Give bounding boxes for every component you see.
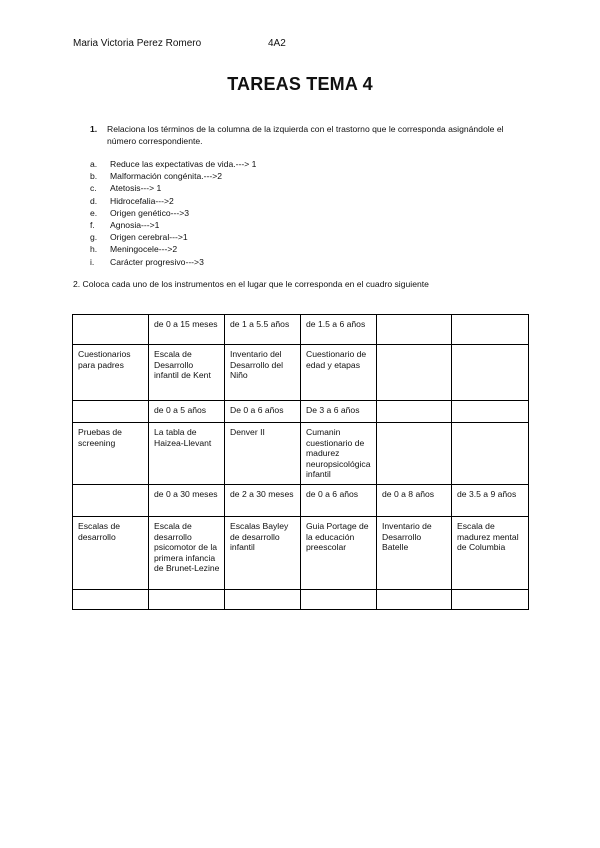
page-title: TAREAS TEMA 4 bbox=[227, 74, 373, 94]
list-item-text: Atetosis---> 1 bbox=[110, 183, 162, 194]
list-item-letter: e. bbox=[90, 207, 98, 218]
list-item-letter: f. bbox=[90, 220, 95, 231]
document-header bbox=[73, 38, 286, 49]
table-cell: de 0 a 30 meses bbox=[149, 485, 225, 517]
list-item bbox=[90, 182, 256, 194]
list-item-text: Malformación congénita.--->2 bbox=[110, 171, 223, 182]
table-cell bbox=[377, 315, 452, 345]
list-item-text: Carácter progresivo--->3 bbox=[110, 256, 204, 267]
list-item bbox=[90, 243, 256, 255]
table-cell bbox=[149, 590, 225, 610]
table-cell: Cuestionarios para padres bbox=[73, 345, 149, 401]
list-item-text: Hidrocefalia--->2 bbox=[110, 195, 174, 206]
table-row bbox=[73, 315, 529, 345]
list-item-text: Origen cerebral--->1 bbox=[110, 232, 188, 243]
table-cell bbox=[452, 590, 529, 610]
list-item bbox=[90, 207, 256, 219]
list-item bbox=[90, 170, 256, 182]
list-item-text: Meningocele--->2 bbox=[110, 244, 178, 255]
table-cell: de 3.5 a 9 años bbox=[452, 485, 529, 517]
table-cell: Cuestionario de edad y etapas bbox=[301, 345, 377, 401]
question-2-text: 2. Coloca cada uno de los instrumentos en el lugar que le corresponda en el cuadro siguiente bbox=[73, 279, 429, 289]
table-cell bbox=[73, 401, 149, 423]
table-cell: Guia Portage de la educación preescolar bbox=[301, 517, 377, 590]
table-cell: Inventario de Desarrollo Batelle bbox=[377, 517, 452, 590]
list-item bbox=[90, 219, 256, 231]
table-row bbox=[73, 401, 529, 423]
table-cell: De 0 a 6 años bbox=[225, 401, 301, 423]
table-cell: Pruebas de screening bbox=[73, 423, 149, 485]
table-cell: Escalas Bayley de desarrollo infantil bbox=[225, 517, 301, 590]
table-cell: Denver II bbox=[225, 423, 301, 485]
table-cell bbox=[377, 345, 452, 401]
table-cell bbox=[225, 590, 301, 610]
table-cell bbox=[452, 401, 529, 423]
table-cell: de 1.5 a 6 años bbox=[301, 315, 377, 345]
table-cell bbox=[377, 590, 452, 610]
table-cell bbox=[73, 485, 149, 517]
table-cell bbox=[301, 590, 377, 610]
table-row bbox=[73, 485, 529, 517]
list-item-letter: h. bbox=[90, 244, 98, 255]
table-cell: de 1 a 5.5 años bbox=[225, 315, 301, 345]
table-row bbox=[73, 345, 529, 401]
table-cell bbox=[452, 315, 529, 345]
list-item bbox=[90, 158, 256, 170]
list-item-letter: g. bbox=[90, 232, 98, 243]
table-cell bbox=[452, 423, 529, 485]
table-cell: de 0 a 8 años bbox=[377, 485, 452, 517]
table-cell: Escala de Desarrollo infantil de Kent bbox=[149, 345, 225, 401]
table-cell: de 2 a 30 meses bbox=[225, 485, 301, 517]
table-cell: De 3 a 6 años bbox=[301, 401, 377, 423]
list-item-letter: a. bbox=[90, 159, 98, 169]
list-item bbox=[90, 231, 256, 243]
table-cell: de 0 a 6 años bbox=[301, 485, 377, 517]
table-cell bbox=[377, 401, 452, 423]
question-1 bbox=[90, 123, 510, 147]
list-item-letter: b. bbox=[90, 171, 98, 182]
table-cell bbox=[73, 315, 149, 345]
table-cell: Cumanin cuestionario de madurez neuropsicológica infantil bbox=[301, 423, 377, 485]
list-item-text: Origen genético--->3 bbox=[110, 207, 190, 218]
table-row bbox=[73, 517, 529, 590]
table-cell bbox=[377, 423, 452, 485]
answer-list bbox=[90, 158, 256, 268]
table-row bbox=[73, 590, 529, 610]
list-item bbox=[90, 256, 256, 268]
table-cell: Escala de madurez mental de Columbia bbox=[452, 517, 529, 590]
table-cell bbox=[73, 590, 149, 610]
table-cell: Escalas de desarrollo bbox=[73, 517, 149, 590]
list-item-letter: i. bbox=[90, 256, 95, 267]
list-item bbox=[90, 195, 256, 207]
table-cell: de 0 a 15 meses bbox=[149, 315, 225, 345]
list-item-letter: c. bbox=[90, 183, 97, 194]
table-cell: La tabla de Haizea-Llevant bbox=[149, 423, 225, 485]
table-cell: Escala de desarrollo psicomotor de la primera infancia de Brunet-Lezine bbox=[149, 517, 225, 590]
table-cell: de 0 a 5 años bbox=[149, 401, 225, 423]
table-cell: Inventario del Desarrollo del Niño bbox=[225, 345, 301, 401]
question-1-text: Relaciona los términos de la columna de la izquierda con el trastorno que le corresponda asignándole el número correspondiente. bbox=[107, 124, 504, 146]
question-1-number: 1. bbox=[90, 124, 98, 134]
list-item-letter: d. bbox=[90, 195, 98, 206]
table-row bbox=[73, 423, 529, 485]
table-cell bbox=[452, 345, 529, 401]
instruments-table bbox=[72, 314, 529, 610]
group-code: 4A2 bbox=[268, 38, 286, 49]
list-item-text: Agnosia--->1 bbox=[110, 220, 160, 231]
student-name: Maria Victoria Perez Romero bbox=[73, 38, 202, 49]
list-item-text: Reduce las expectativas de vida.---> 1 bbox=[110, 159, 257, 169]
